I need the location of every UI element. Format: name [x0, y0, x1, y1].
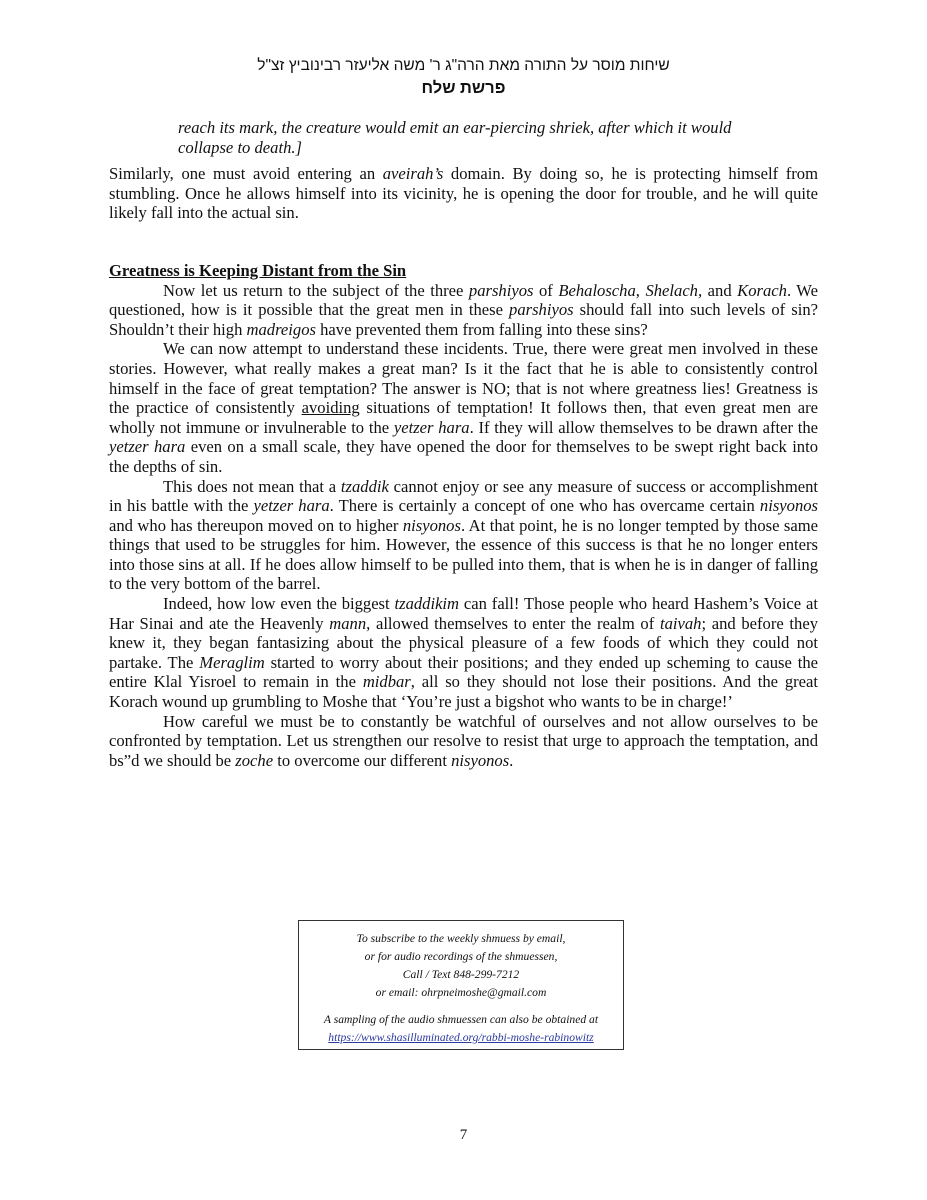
header-title: שיחות מוסר על התורה מאת הרה"ג ר' משה אליעזר רבינוביץ זצ"ל — [257, 57, 670, 74]
quote-line: reach its mark, the creature would emit an ear-piercing shriek, after which it would — [178, 118, 732, 137]
phone-line: Call / Text 848-299-7212 — [402, 968, 520, 981]
section-heading: Greatness is Keeping Distant from the Sin — [109, 260, 407, 280]
info-line: To subscribe to the weekly shmuess by email, — [356, 932, 566, 945]
quote-line: collapse to death.] — [178, 137, 302, 157]
info-line: or for audio recordings of the shmuessen, — [364, 950, 558, 963]
paragraph: This does not mean that a tzaddik cannot enjoy or see any measure of success or accomplishment in his battle with the yetzer hara. There is certainly a concept of one who has overcame certain nisyonos and who has thereupon moved on to higher nisyonos. At that point, he is no longer tempted by those same things that used to be struggles for him. However, the essence of this success is that he no longer enters into those sins at all. If he does allow himself to be pulled into them, that is when he is in danger of falling to the very bottom of the barrel. — [109, 476, 819, 594]
email-line: or email: ohrpneimoshe@gmail.com — [375, 986, 547, 999]
emphasis-underline: avoiding — [301, 398, 360, 418]
paragraph: We can now attempt to understand these incidents. True, there were great men involved in these stories. However, what really makes a great man? Is it the fact that he is able to consistently control himself in the face of great temptation? The answer is NO; that is not where greatness lies! Greatness is the practice of consistently avoiding situations of temptation! It follows then, that even great men are wholly not immune or invulnerable to the yetzer hara. If they will allow themselves to be drawn after the yetzer hara even on a small scale, they have opened the door for themselves to be swept right back into the depths of sin. — [109, 339, 819, 476]
paragraph: Now let us return to the subject of the three parshiyos of Behaloscha, Shelach, and Korach. We questioned, how is it possible that the great men in these parshiyos should fall into such levels of sin? Shouldn’t their high madreigos have prevented them from falling into these sins? — [109, 280, 819, 339]
info-line: A sampling of the audio shmuessen can also be obtained at — [323, 1013, 599, 1026]
document-body — [109, 118, 818, 770]
header-parsha: פרשת שלח — [421, 79, 506, 97]
paragraph: Indeed, how low even the biggest tzaddikim can fall! Those people who heard Hashem’s Voice at Har Sinai and ate the Heavenly mann, allowed themselves to enter the realm of taivah; and before they knew it, they began fantasizing about the physical pleasure of a few foods of which they could not partake. The Meraglim started to worry about their positions; and they ended up scheming to cause the entire Klal Yisroel to remain in the midbar, all so they should not lose their positions. And the great Korach wound up grumbling to Moshe that ‘You’re just a bigshot who wants to be in charge!’ — [109, 594, 819, 712]
block-quote — [178, 118, 778, 157]
audio-link[interactable]: https://www.shasilluminated.org/rabbi-moshe-rabinowitz — [328, 1031, 594, 1044]
page-number: 7 — [459, 1127, 468, 1143]
intro-paragraph: Similarly, one must avoid entering an aveirah’s domain. By doing so, he is protecting himself from stumbling. Once he allows himself into its vicinity, he is opening the door for trouble, and he will quite likely fall into the actual sin. — [109, 164, 818, 223]
subscription-info-box — [298, 920, 624, 1050]
page-header — [0, 55, 927, 99]
paragraph: How careful we must be to constantly be watchful of ourselves and not allow ourselves to be confronted by temptation. Let us strengthen our resolve to resist that urge to approach the temptation, and bs”d we should be zoche to overcome our different nisyonos. — [109, 711, 818, 770]
